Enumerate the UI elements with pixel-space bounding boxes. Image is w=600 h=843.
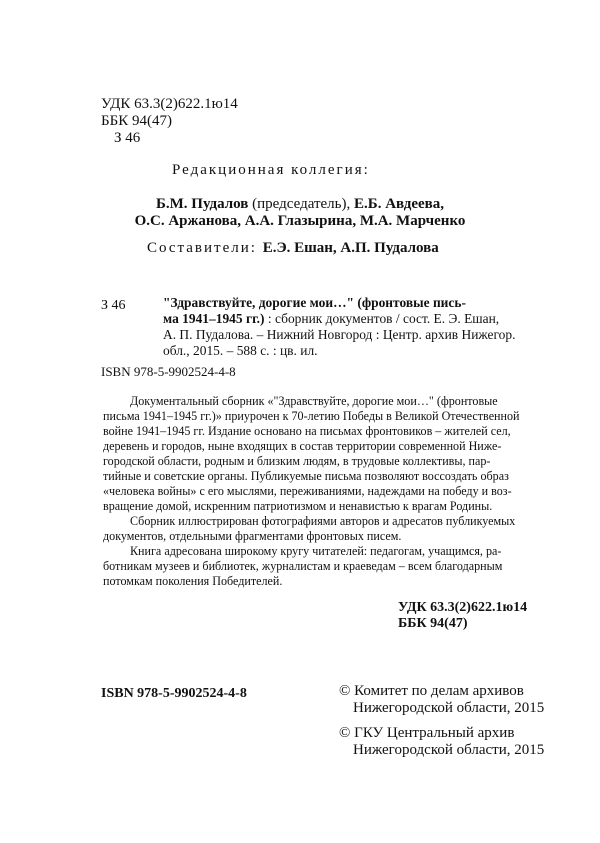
editorial-chair: Б.М. Пудалов xyxy=(155,196,249,212)
udc-code: УДК 63.3(2)622.1ю14 xyxy=(101,96,238,112)
annotation-line: ботникам музеев и библиотек, журналистам и краеведам – всем благодарным xyxy=(103,558,503,573)
classification-block-bottom xyxy=(398,600,527,632)
card-title-line: "Здравствуйте, дорогие мои…" (фронтовые пись- xyxy=(163,296,466,311)
annotation-line: «человека войны» с его мыслями, переживаниями, надеждами на победу и воз- xyxy=(103,483,512,498)
copyright-line: © ГКУ Центральный архив xyxy=(339,725,515,741)
copyright-spacer xyxy=(339,717,544,725)
annotation-line: документов, отдельными фрагментами фронтовых писем. xyxy=(103,528,402,543)
copyright-line: Нижегородской области, 2015 xyxy=(353,700,545,716)
editorial-member: Е.Б. Авдеева, xyxy=(354,196,445,212)
compilers-line xyxy=(147,240,439,257)
editorial-line-2: О.С. Аржанова, А.А. Глазырина, М.А. Марченко xyxy=(134,213,466,229)
editorial-chair-role: (председатель), xyxy=(248,196,355,212)
annotation xyxy=(103,393,520,588)
compilers-names: Е.Э. Ешан, А.П. Пудалова xyxy=(262,240,439,256)
bbk-code: ББК 94(47) xyxy=(101,113,172,129)
annotation-line: деревень и городов, ныне входящих в состав территории современной Ниже- xyxy=(103,438,502,453)
annotation-line: потомкам поколения Победителей. xyxy=(103,573,283,588)
annotation-line: Документальный сборник «"Здравствуйте, дорогие мои…" (фронтовые xyxy=(129,393,498,408)
card-line-2 xyxy=(163,312,500,328)
catalog-card-entry xyxy=(163,296,516,360)
card-line-3: А. П. Пудалова. – Нижний Новгород : Центр. архив Нижегор. xyxy=(163,328,516,343)
udc-code-bottom: УДК 63.3(2)622.1ю14 xyxy=(398,600,528,615)
annotation-line: письма 1941–1945 гг.)» приурочен к 70-летию Победы в Великой Отечественной xyxy=(103,408,520,423)
editorial-board-heading: Редакционная коллегия: xyxy=(172,162,370,178)
card-description: : сборник документов / сост. Е. Э. Ешан, xyxy=(264,312,500,327)
annotation-line: войне 1941–1945 гг. Издание основано на письмах фронтовиков – жителей сел, xyxy=(103,423,511,438)
isbn-card: ISBN 978-5-9902524-4-8 xyxy=(101,364,236,379)
classification-block xyxy=(101,96,238,147)
bbk-code-bottom: ББК 94(47) xyxy=(398,616,468,631)
annotation-line: Сборник иллюстрирован фотографиями авторов и адресатов публикуемых xyxy=(129,513,516,528)
editorial-line-1 xyxy=(0,196,600,213)
annotation-line: Книга адресована широкому кругу читателей: педагогам, учащимся, ра- xyxy=(129,543,502,558)
copyright-line: © Комитет по делам архивов xyxy=(339,683,524,699)
card-line-4: обл., 2015. – 588 с. : цв. ил. xyxy=(163,344,318,359)
card-title-end: ма 1941–1945 гг.) xyxy=(163,312,265,327)
author-mark: З 46 xyxy=(114,130,141,146)
compilers-label: Составители: xyxy=(147,240,263,256)
annotation-line: вращение домой, искренним патриотизмом и ненавистью к врагам Родины. xyxy=(103,498,493,513)
annotation-line: тийные и советские органы. Публикуемые письма позволяют воссоздать образ xyxy=(103,468,509,483)
isbn-bottom: ISBN 978-5-9902524-4-8 xyxy=(101,686,247,701)
copyright-line: Нижегородской области, 2015 xyxy=(353,742,545,758)
editorial-board-members xyxy=(0,196,600,230)
copyright-block xyxy=(339,683,544,759)
annotation-line: городской области, родным и близким людям, в трудовые коллективы, пар- xyxy=(103,453,491,468)
card-author-mark: З 46 xyxy=(101,298,126,313)
